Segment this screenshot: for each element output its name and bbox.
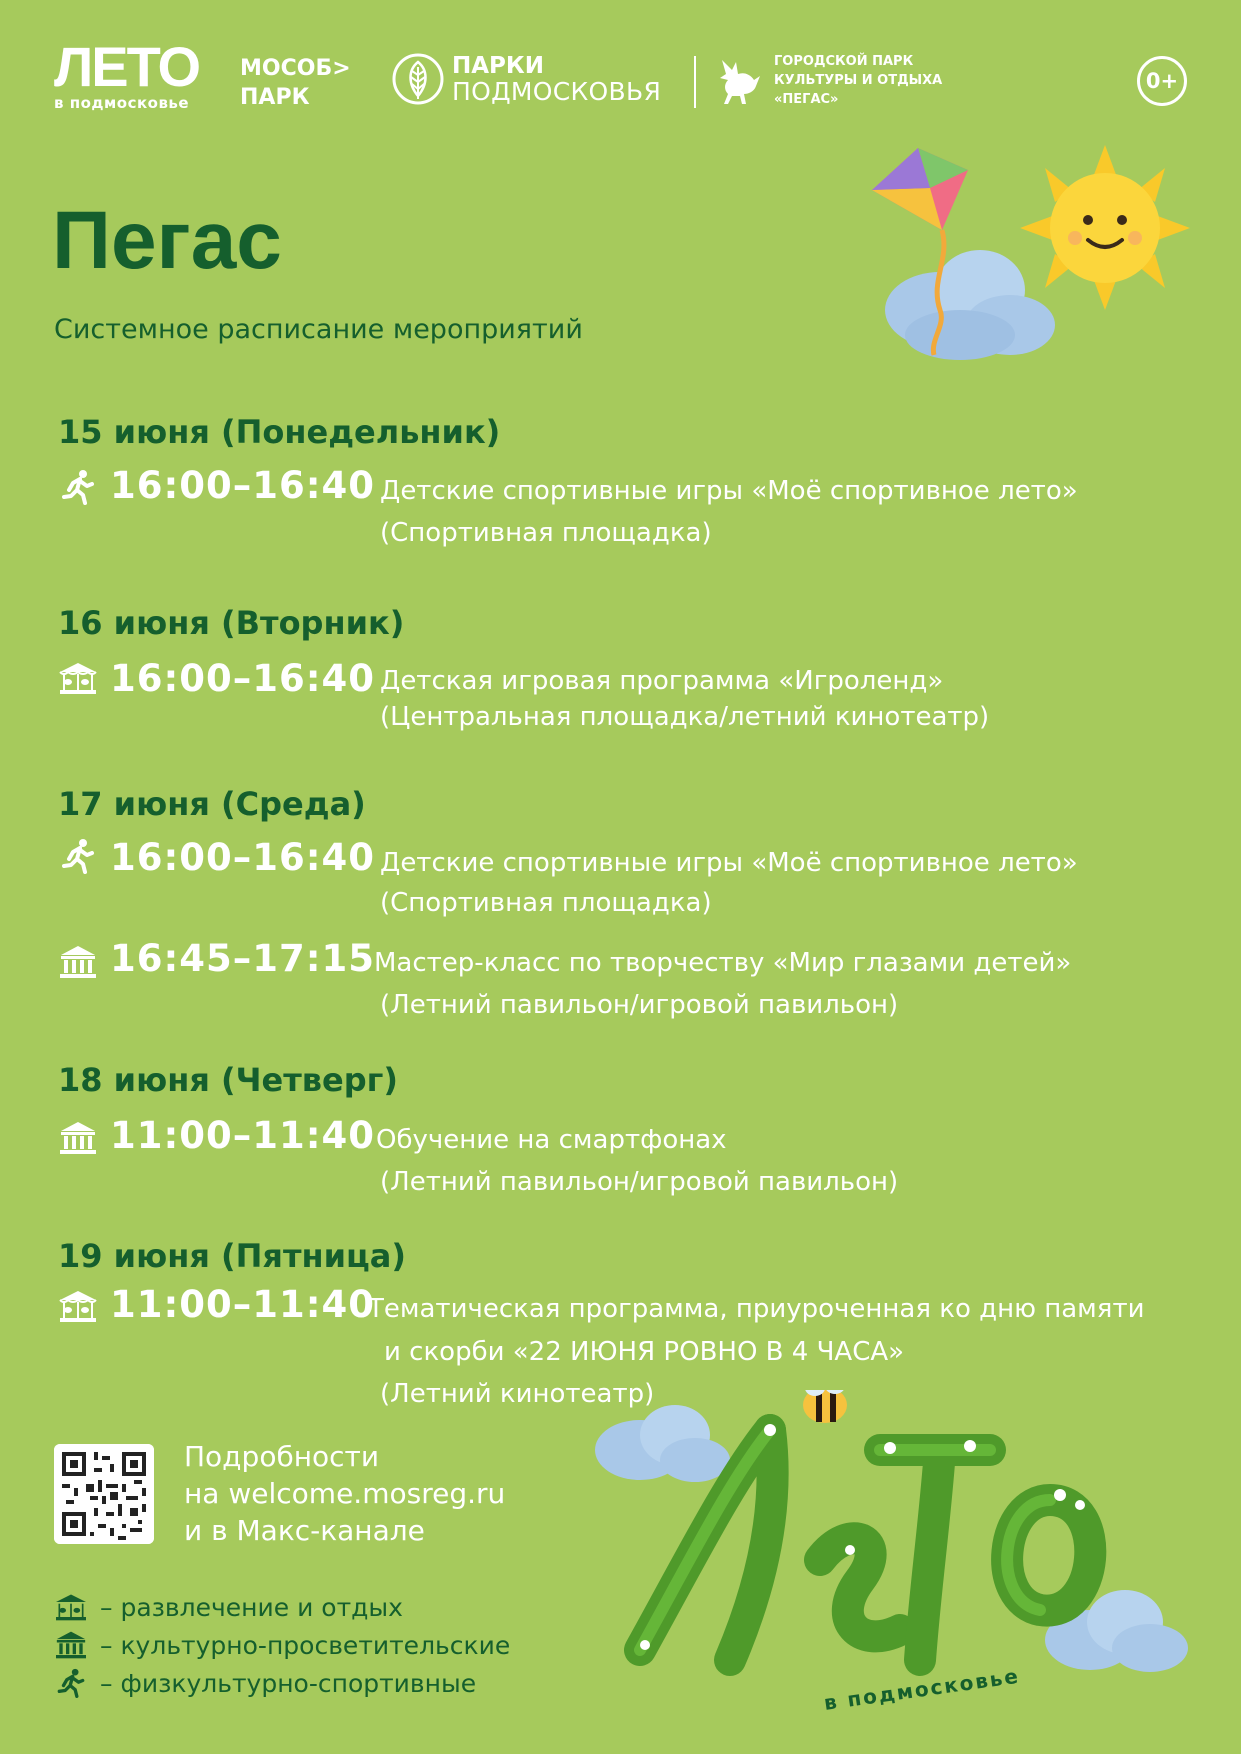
- leto-grass-illustration: [580, 1390, 1200, 1730]
- header-divider: [694, 56, 696, 108]
- legend-item-entertainment: [54, 1592, 403, 1622]
- pegas-logo-line3: «ПЕГАС»: [774, 92, 839, 107]
- kite-sun-cloud-illustration: [860, 140, 1210, 380]
- day-heading: 15 июня (Понедельник): [58, 413, 501, 451]
- event-time: 16:00–16:40: [110, 836, 376, 879]
- event-location: (Спортивная площадка): [380, 888, 712, 918]
- carousel-icon: [54, 1592, 88, 1622]
- details-info: [184, 1438, 505, 1549]
- pegas-park-logo: [716, 52, 942, 109]
- event-title: Тематическая программа, приуроченная ко дню памяти: [368, 1294, 1145, 1324]
- bee-icon: [803, 1390, 847, 1423]
- details-link-line[interactable]: на welcome.mosreg.ru: [184, 1477, 506, 1510]
- leto-logo-word: ЛЕТО: [54, 35, 200, 98]
- event-location: (Летний павильон/игровой павильон): [380, 990, 899, 1020]
- event-time: 16:45–17:15: [110, 937, 376, 980]
- mosobpark-line1: МОСОБ>: [240, 56, 351, 81]
- pegasus-icon: [716, 56, 762, 106]
- event-location: (Центральная площадка/летний кинотеатр): [380, 702, 990, 732]
- cloud-icon: [595, 1405, 730, 1482]
- details-line3: и в Макс-канале: [184, 1514, 425, 1547]
- day-heading: 19 июня (Пятница): [58, 1237, 406, 1275]
- mosobpark-line2: ПАРК: [240, 85, 310, 110]
- running-person-icon: [58, 469, 98, 505]
- running-person-icon: [58, 838, 98, 874]
- page-subtitle: Системное расписание мероприятий: [54, 314, 583, 345]
- day-heading: 16 июня (Вторник): [58, 604, 405, 642]
- event-time: 16:00–16:40: [110, 657, 376, 700]
- legend-label: – физкультурно-спортивные: [100, 1668, 477, 1698]
- museum-icon: [58, 944, 98, 980]
- legend-label: – развлечение и отдых: [100, 1592, 403, 1622]
- page-title: Пегас: [52, 195, 282, 286]
- leto-logo-caption: в подмосковье: [54, 94, 190, 112]
- museum-icon: [58, 1120, 98, 1156]
- carousel-icon: [58, 1288, 98, 1324]
- event-title: Обучение на смартфонах: [376, 1125, 727, 1155]
- age-rating-badge: 0+: [1137, 56, 1187, 106]
- event-title-continued: и скорби «22 ИЮНЯ РОВНО В 4 ЧАСА»: [384, 1337, 905, 1367]
- event-time: 11:00–11:40: [110, 1283, 376, 1326]
- leto-logo: [54, 35, 200, 112]
- qr-code[interactable]: [54, 1444, 154, 1544]
- running-person-icon: [54, 1668, 88, 1698]
- legend-item-sports: [54, 1668, 476, 1698]
- sun-icon: [1020, 145, 1190, 310]
- event-title: Детские спортивные игры «Моё спортивное лето»: [380, 476, 1078, 506]
- event-location: (Летний кинотеатр): [380, 1379, 655, 1409]
- event-title: Мастер-класс по творчеству «Мир глазами детей»: [374, 948, 1072, 978]
- cloud-icon: [885, 250, 1055, 360]
- event-location: (Спортивная площадка): [380, 518, 712, 548]
- museum-icon: [54, 1630, 88, 1660]
- legend-label: – культурно-просветительские: [100, 1630, 511, 1660]
- event-time: 16:00–16:40: [110, 464, 376, 507]
- pegas-logo-line2: КУЛЬТУРЫ И ОТДЫХА: [774, 73, 943, 88]
- legend-item-cultural: [54, 1630, 510, 1660]
- pegas-logo-line1: ГОРОДСКОЙ ПАРК: [774, 54, 914, 69]
- day-heading: 17 июня (Среда): [58, 785, 366, 823]
- leaf-emblem-icon: [392, 53, 444, 105]
- parki-line1: ПАРКИ: [452, 53, 544, 79]
- parki-podmoskovya-logo: [392, 53, 661, 105]
- event-location: (Летний павильон/игровой павильон): [380, 1167, 899, 1197]
- event-time: 11:00–11:40: [110, 1114, 376, 1157]
- leto-art-caption: в подмосковье: [822, 1663, 1022, 1715]
- carousel-icon: [58, 660, 98, 696]
- event-title: Детские спортивные игры «Моё спортивное лето»: [380, 848, 1078, 878]
- mosobpark-logo: [240, 54, 351, 112]
- details-line1: Подробности: [184, 1440, 380, 1473]
- parki-line2: ПОДМОСКОВЬЯ: [452, 77, 662, 106]
- event-title: Детская игровая программа «Игроленд»: [380, 666, 944, 696]
- day-heading: 18 июня (Четверг): [58, 1061, 398, 1099]
